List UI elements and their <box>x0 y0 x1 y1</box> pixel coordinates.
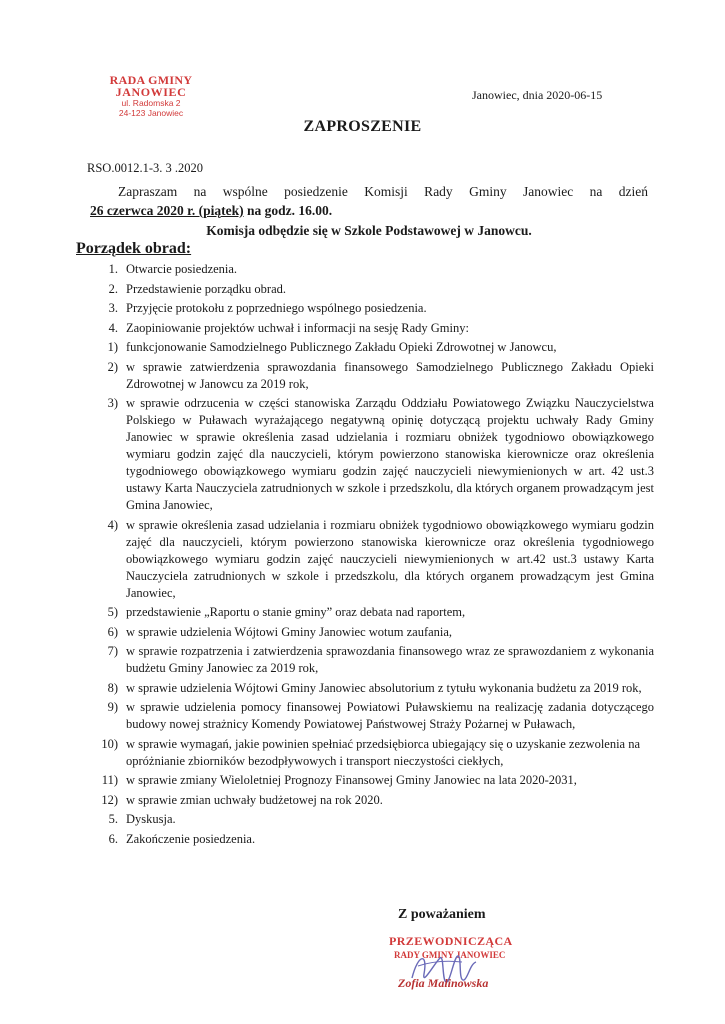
agenda-item-text: w sprawie rozpatrzenia i zatwierdzenia sprawozdania finansowego wraz ze sprawozdaniem z wykonania budżetu Gminy Janowiec za 2019 rok, <box>126 644 654 675</box>
agenda-item-number: 10) <box>101 736 118 751</box>
agenda-item-number: 11) <box>101 773 118 787</box>
agenda-item <box>74 680 654 697</box>
handwritten-signature-icon <box>384 934 524 1004</box>
agenda-item <box>74 261 654 278</box>
agenda-item-number: 5. <box>108 812 118 826</box>
stamp-line: RADA GMINY <box>109 73 193 87</box>
closing-phrase: Z poważaniem <box>398 907 486 922</box>
agenda-item-text: w sprawie określenia zasad udzielania i rozmiaru obniżek tygodniowo obowiązkowego wymiaru godzin zajęć dla nauczycieli, którym powierzono stanowiska kierownicze oraz określenia tygodniowego obowiązkowego wymiaru godzin zajęć nauczycieli niewymienionych w art.42 ust.3 ustawy Karta Nauczyciela zatrudnionych w szkole i przedszkolu, dla których organem prowadzącym jest Gmina Janowiec, <box>126 517 654 600</box>
agenda-item <box>74 359 654 393</box>
agenda-item-text: w sprawie odrzucenia w części stanowiska Zarządu Oddziału Powiatowego Związku Nauczycielstwa Polskiego w Puławach wyrażającego negatywną opinię dotyczącą projektu uchwały Rady Gminy Janowiec w sprawie określenia zasad udzielania i rozmiaru obniżek tygodniowo obowiązkowego wymiaru godzin zajęć dla nauczycieli, którym powierzono stanowiska kierownicze oraz określenia tygodniowego obowiązkowego wymiaru godzin zajęć nauczycieli niewymienionych w art. 42 ust.3 ustawy Karta Nauczyciela zatrudnionych w szkole i przedszkolu, dla których organem prowadzącym jest Gmina Janowiec, <box>126 396 654 512</box>
agenda-item-text: Otwarcie posiedzenia. <box>126 262 238 276</box>
stamp-line: 24-123 Janowiec <box>118 108 184 118</box>
agenda-item <box>74 699 654 733</box>
agenda-item-number: 3) <box>107 396 118 410</box>
agenda-heading: Porządek obrad: <box>76 240 192 257</box>
agenda-item <box>74 792 654 809</box>
agenda-item <box>74 300 654 317</box>
agenda-item-number: 2) <box>107 359 118 374</box>
agenda-item-text: w sprawie zatwierdzenia sprawozdania finansowego Samodzielnego Publicznego Zakładu Opieki Zdrowotnej w Janowcu za 2019 rok, <box>126 359 654 391</box>
agenda-item <box>74 281 654 298</box>
agenda-item <box>74 736 654 770</box>
agenda-item-text: w sprawie zmiany Wieloletniej Prognozy Finansowej Gminy Janowiec na lata 2020-2031, <box>126 773 577 787</box>
agenda-item-number: 5) <box>107 605 118 619</box>
meeting-time: na godz. 16.00. <box>246 203 333 218</box>
reference-number: RSO.0012.1-3. 3 .2020 <box>87 161 203 175</box>
agenda-item-number: 4) <box>107 517 118 532</box>
agenda-item <box>74 604 654 621</box>
agenda-item-text: Zakończenie posiedzenia. <box>126 831 256 846</box>
agenda-item <box>74 395 654 514</box>
agenda-item-number: 7) <box>107 644 118 658</box>
signature-stamp-subtitle: RADY GMINY JANOWIEC <box>394 950 506 960</box>
agenda-item-text: Przyjęcie protokołu z poprzedniego wspólnego posiedzenia. <box>126 301 427 315</box>
agenda-item-text: w sprawie udzielenia Wójtowi Gminy Janowiec wotum zaufania, <box>126 624 453 639</box>
meeting-date: 26 czerwca 2020 r. (piątek) <box>90 203 244 218</box>
document-title: ZAPROSZENIE <box>303 118 422 135</box>
agenda-item-text: Zaopiniowanie projektów uchwał i informacji na sesję Rady Gminy: <box>126 320 469 335</box>
agenda-item-text: przedstawienie „Raportu o stanie gminy” oraz debata nad raportem, <box>126 605 466 619</box>
meeting-location: Komisja odbędzie się w Szkole Podstawowej w Janowcu. <box>206 223 532 238</box>
agenda-list <box>74 261 654 850</box>
agenda-item <box>74 624 654 641</box>
agenda-item-text: w sprawie zmian uchwały budżetowej na rok 2020. <box>126 792 383 807</box>
stamp-line: ul. Radomska 2 <box>121 98 181 108</box>
agenda-item-text: w sprawie udzielenia pomocy finansowej Powiatowi Puławskiemu na realizację zadania dotyczącego budowy nowej strażnicy Komendy Powiatowej Państwowej Straży Pożarnej w Puławach, <box>126 700 654 731</box>
agenda-item <box>74 320 654 337</box>
agenda-item-number: 8) <box>107 680 118 695</box>
agenda-item-number: 9) <box>107 700 118 714</box>
agenda-item-number: 3. <box>108 301 118 315</box>
agenda-item <box>74 831 654 848</box>
meeting-datetime <box>90 201 648 220</box>
agenda-item-number: 4. <box>108 320 118 335</box>
agenda-item <box>74 811 654 828</box>
signature-block <box>384 934 524 1004</box>
place-and-date: Janowiec, dnia 2020-06-15 <box>472 88 603 102</box>
agenda-item-text: Przedstawienie porządku obrad. <box>126 281 287 296</box>
agenda-item-number: 2. <box>108 281 118 296</box>
agenda-item-number: 6. <box>108 831 118 846</box>
agenda-item <box>74 339 654 356</box>
agenda-item-text: w sprawie udzielenia Wójtowi Gminy Janowiec absolutorium z tytułu wykonania budżetu za 2019 rok, <box>126 680 642 695</box>
agenda-item <box>74 772 654 789</box>
signatory-name: Zofia Malinowska <box>398 976 489 990</box>
agenda-item-number: 1) <box>107 340 118 354</box>
agenda-item-text: w sprawie wymagań, jakie powinien spełniać przedsiębiorca ubiegający się o uzyskanie zezwolenia na opróżnianie zbiorników bezodpływowych i transport nieczystości ciekłych, <box>126 736 641 768</box>
agenda-item-text: Dyskusja. <box>126 812 176 826</box>
agenda-item-number: 6) <box>107 624 118 639</box>
signature-stamp-title: PRZEWODNICZĄCA <box>389 934 513 948</box>
invitation-line: Zapraszam na wspólne posiedzenie Komisji Rady Gminy Janowiec na dzień <box>118 184 648 199</box>
agenda-item-number: 12) <box>101 792 118 807</box>
agenda-item-number: 1. <box>108 262 118 276</box>
agenda-item <box>74 643 654 677</box>
agenda-item <box>74 517 654 602</box>
invitation-text <box>90 182 648 240</box>
agenda-item-text: funkcjonowanie Samodzielnego Publicznego Zakładu Opieki Zdrowotnej w Janowcu, <box>126 340 557 354</box>
council-stamp <box>96 74 206 118</box>
stamp-line: JANOWIEC <box>115 85 187 99</box>
